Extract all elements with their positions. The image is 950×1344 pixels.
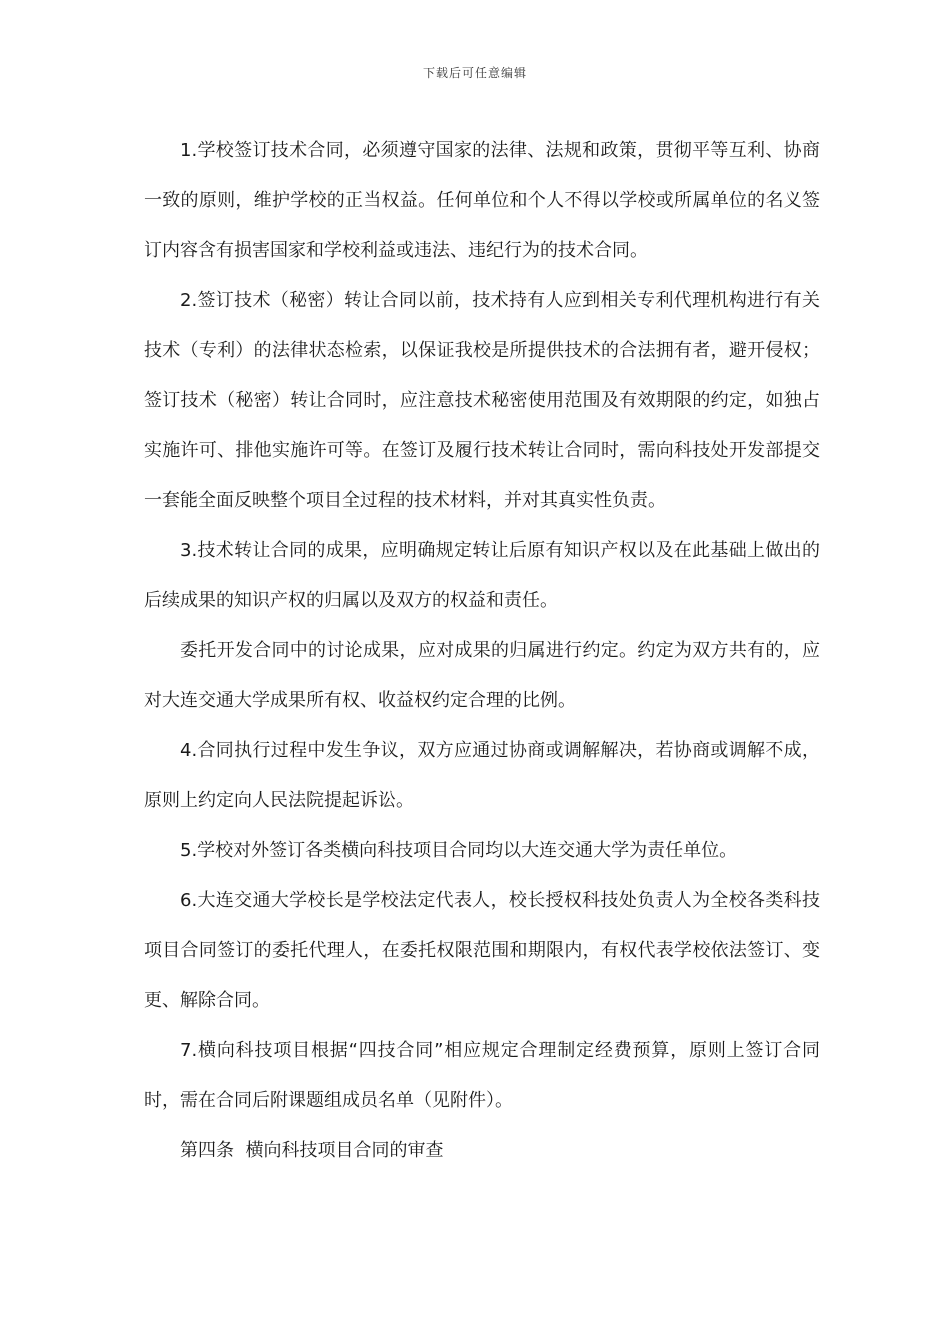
paragraph-1: 1.学校签订技术合同，必须遵守国家的法律、法规和政策，贯彻平等互利、协商一致的原则，维护学校的正当权益。任何单位和个人不得以学校或所属单位的名义签订内容含有损害国家和学校利益或违法、违纪行为的技术合同。 <box>144 140 820 261</box>
paragraph-2: 2.签订技术（秘密）转让合同以前，技术持有人应到相关专利代理机构进行有关技术（专利）的法律状态检索，以保证我校是所提供技术的合法拥有者，避开侵权；签订技术（秘密）转让合同时，应注意技术秘密使用范围及有效期限的约定，如独占实施许可、排他实施许可等。在签订及履行技术转让合同时，需向科技处开发部提交一套能全面反映整个项目全过程的技术材料，并对其真实性负责。 <box>144 290 820 511</box>
paragraph-8: 7.横向科技项目根据“四技合同”相应规定合理制定经费预算，原则上签订合同时，需在合同后附课题组成员名单（见附件）。 <box>144 1040 820 1111</box>
document-body <box>144 126 820 1176</box>
paragraph-6: 5.学校对外签订各类横向科技项目合同均以大连交通大学为责任单位。 <box>180 840 738 861</box>
paragraph-4: 委托开发合同中的讨论成果，应对成果的归属进行约定。约定为双方共有的，应对大连交通大学成果所有权、收益权约定合理的比例。 <box>144 640 820 711</box>
paragraph-3: 3.技术转让合同的成果，应明确规定转让后原有知识产权以及在此基础上做出的后续成果的知识产权的归属以及双方的权益和责任。 <box>144 540 820 611</box>
section-heading-article-4: 第四条 横向科技项目合同的审查 <box>180 1140 444 1161</box>
paragraph-5: 4.合同执行过程中发生争议，双方应通过协商或调解解决，若协商或调解不成，原则上约定向人民法院提起诉讼。 <box>144 740 820 811</box>
paragraph-7: 6.大连交通大学校长是学校法定代表人，校长授权科技处负责人为全校各类科技项目合同签订的委托代理人，在委托权限范围和期限内，有权代表学校依法签订、变更、解除合同。 <box>144 890 820 1011</box>
page-header: 下载后可任意编辑 <box>422 66 527 80</box>
